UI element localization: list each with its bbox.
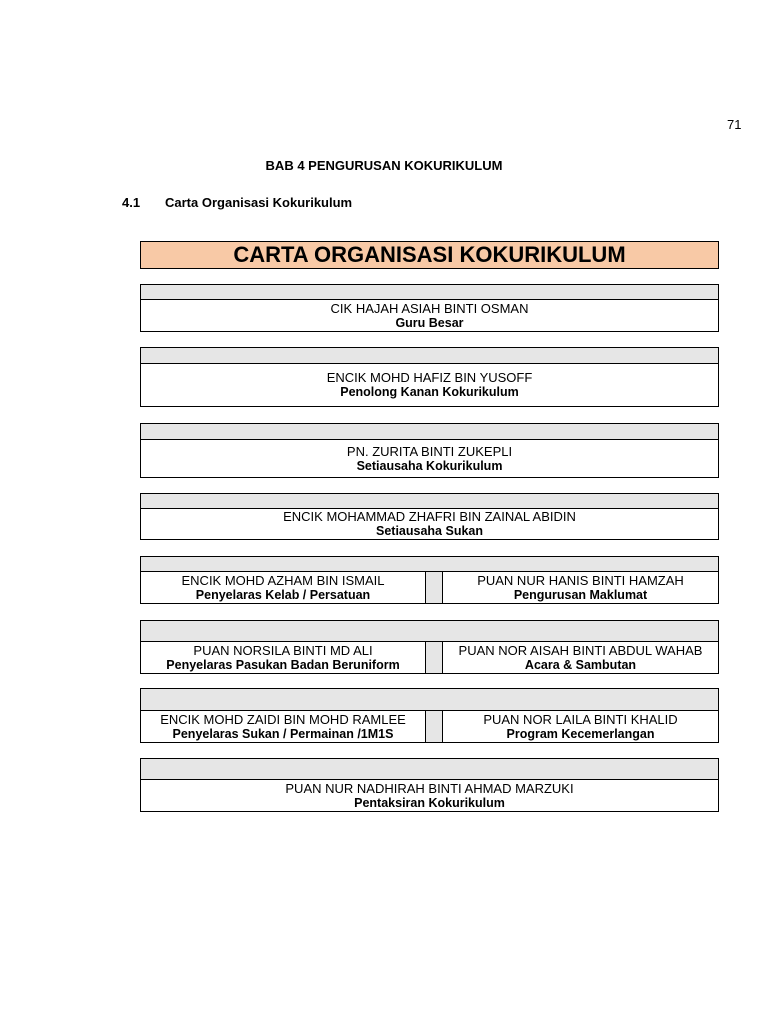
person-role: Penyelaras Sukan / Permainan /1M1S — [172, 726, 394, 741]
box-band — [141, 494, 718, 509]
cell-divider — [425, 642, 443, 673]
box-body — [141, 642, 718, 673]
org-box-setiausaha-kokurikulum — [140, 423, 719, 478]
right-cell — [443, 572, 718, 603]
box-band — [141, 759, 718, 780]
box-body — [141, 572, 718, 603]
person-name: PUAN NUR HANIS BINTI HAMZAH — [477, 572, 684, 588]
left-cell — [141, 572, 425, 603]
left-cell — [141, 642, 425, 673]
person-role: Penolong Kanan Kokurikulum — [340, 385, 519, 399]
section-number: 4.1 — [122, 195, 141, 210]
person-name: ENCIK MOHD AZHAM BIN ISMAIL — [181, 572, 385, 588]
right-cell — [443, 642, 718, 673]
person-name: PUAN NUR NADHIRAH BINTI AHMAD MARZUKI — [285, 780, 574, 796]
org-box-pentaksiran — [140, 758, 719, 812]
person-role: Setiausaha Sukan — [376, 524, 483, 538]
box-body — [141, 364, 718, 406]
org-box-guru-besar — [140, 284, 719, 332]
org-box-pair-3 — [140, 688, 719, 743]
org-box-pair-2 — [140, 620, 719, 674]
right-cell — [443, 711, 718, 742]
box-band — [141, 424, 718, 440]
org-box-penolong-kanan — [140, 347, 719, 407]
box-band — [141, 689, 718, 711]
person-role: Penyelaras Pasukan Badan Beruniform — [166, 657, 400, 672]
person-role: Setiausaha Kokurikulum — [356, 458, 503, 473]
box-body — [141, 440, 718, 477]
box-body — [141, 711, 718, 742]
box-body — [141, 780, 718, 811]
person-name: ENCIK MOHAMMAD ZHAFRI BIN ZAINAL ABIDIN — [283, 509, 576, 524]
box-band — [141, 285, 718, 300]
person-role: Program Kecemerlangan — [506, 726, 655, 741]
left-cell — [141, 711, 425, 742]
box-band — [141, 621, 718, 642]
person-role: Pengurusan Maklumat — [513, 587, 648, 602]
cell-divider — [425, 711, 443, 742]
person-name: PUAN NOR LAILA BINTI KHALID — [483, 711, 678, 727]
cell-divider — [425, 572, 443, 603]
chart-title: CARTA ORGANISASI KOKURIKULUM — [140, 241, 719, 269]
person-role: Guru Besar — [395, 315, 464, 330]
person-name: PN. ZURITA BINTI ZUKEPLI — [346, 443, 513, 459]
person-name: PUAN NOR AISAH BINTI ABDUL WAHAB — [458, 642, 703, 658]
box-body — [141, 509, 718, 539]
person-role: Acara & Sambutan — [524, 657, 637, 672]
section-title: Carta Organisasi Kokurikulum — [165, 195, 353, 210]
person-name: ENCIK MOHD ZAIDI BIN MOHD RAMLEE — [160, 711, 406, 727]
person-role: Penyelaras Kelab / Persatuan — [195, 587, 371, 602]
org-box-setiausaha-sukan — [140, 493, 719, 540]
person-name: CIK HAJAH ASIAH BINTI OSMAN — [330, 300, 529, 316]
person-role: Pentaksiran Kokurikulum — [354, 795, 505, 810]
person-name: PUAN NORSILA BINTI MD ALI — [193, 642, 373, 658]
box-band — [141, 557, 718, 572]
org-box-pair-1 — [140, 556, 719, 604]
chapter-title: BAB 4 PENGURUSAN KOKURIKULUM — [265, 158, 503, 173]
box-body — [141, 300, 718, 331]
person-name: ENCIK MOHD HAFIZ BIN YUSOFF — [326, 370, 533, 385]
box-band — [141, 348, 718, 364]
page-number: 71 — [727, 117, 742, 132]
